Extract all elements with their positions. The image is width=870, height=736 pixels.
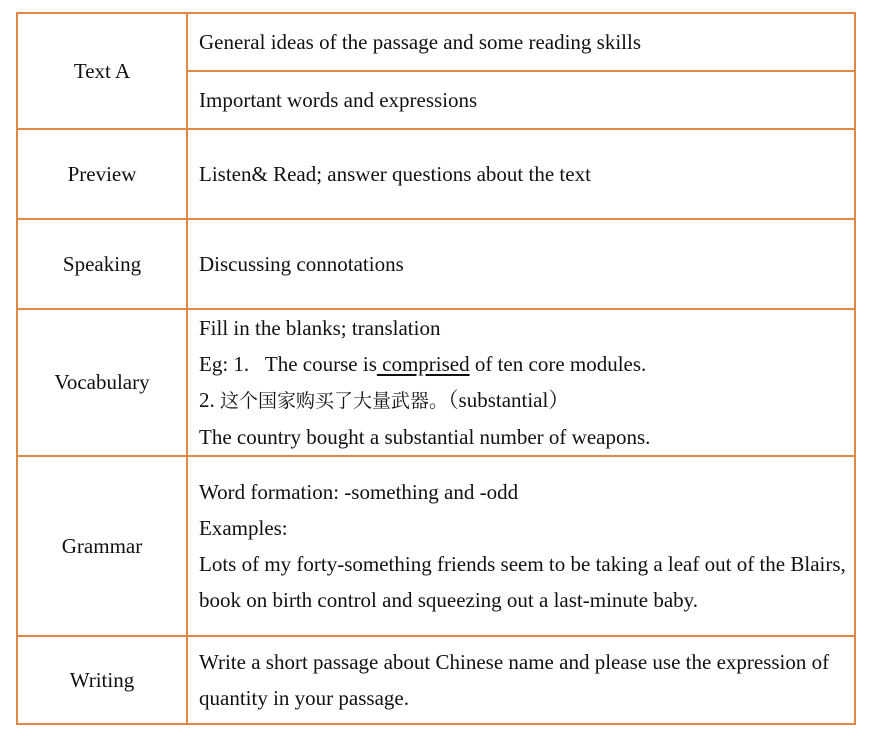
grammar-line-2: Examples: <box>199 516 288 540</box>
example-underlined-word: comprised <box>376 352 470 376</box>
section-label: Speaking <box>62 251 142 276</box>
vocabulary-example-1 <box>199 346 846 382</box>
section-label: Grammar <box>61 533 143 558</box>
example-chinese-sentence: 这个国家购买了大量武器。 <box>220 390 449 412</box>
section-label: Writing <box>69 667 135 692</box>
section-label: Preview <box>67 161 137 186</box>
row-text-a <box>17 13 855 71</box>
text-a-item-general-ideas <box>187 13 855 71</box>
writing-paragraph: Write a short passage about Chinese name and please use the expression of quantity in your passage. <box>199 650 830 710</box>
row-grammar <box>17 456 855 636</box>
grammar-example-paragraph: Lots of my forty-something friends seem to be taking a leaf out of the Blairs, book on birth control and squeezing out a last-minute baby. <box>199 552 846 612</box>
section-name-text-a <box>17 13 187 129</box>
preview-content <box>187 129 855 219</box>
speaking-content <box>187 219 855 309</box>
section-name-speaking <box>17 219 187 309</box>
vocabulary-translation: The country bought a substantial number of weapons. <box>199 425 651 449</box>
example-number: 2. <box>199 388 220 412</box>
section-label: Text A <box>73 58 131 83</box>
section-name-preview <box>17 129 187 219</box>
row-vocabulary <box>17 309 855 456</box>
section-name-writing <box>17 636 187 724</box>
cell-text: General ideas of the passage and some reading skills <box>199 29 642 54</box>
cell-text: Listen& Read; answer questions about the text <box>199 161 591 186</box>
example-prefix: Eg: 1. The course is <box>199 352 377 376</box>
section-name-vocabulary <box>17 309 187 456</box>
vocabulary-example-2 <box>199 382 846 419</box>
grammar-line-1: Word formation: -something and -odd <box>199 480 519 504</box>
row-preview <box>17 129 855 219</box>
example-hint: （substantial） <box>448 388 570 412</box>
row-speaking <box>17 219 855 309</box>
course-outline-table <box>16 12 856 725</box>
cell-text: Important words and expressions <box>199 87 478 112</box>
vocabulary-content <box>187 309 855 456</box>
grammar-content <box>187 456 855 636</box>
text-a-item-words <box>187 71 855 129</box>
section-label: Vocabulary <box>54 370 150 394</box>
section-name-grammar <box>17 456 187 636</box>
writing-content <box>187 636 855 724</box>
vocabulary-line-1: Fill in the blanks; translation <box>199 316 441 340</box>
cell-text: Discussing connotations <box>199 251 404 276</box>
example-suffix: of ten core modules. <box>469 352 647 376</box>
row-writing <box>17 636 855 724</box>
